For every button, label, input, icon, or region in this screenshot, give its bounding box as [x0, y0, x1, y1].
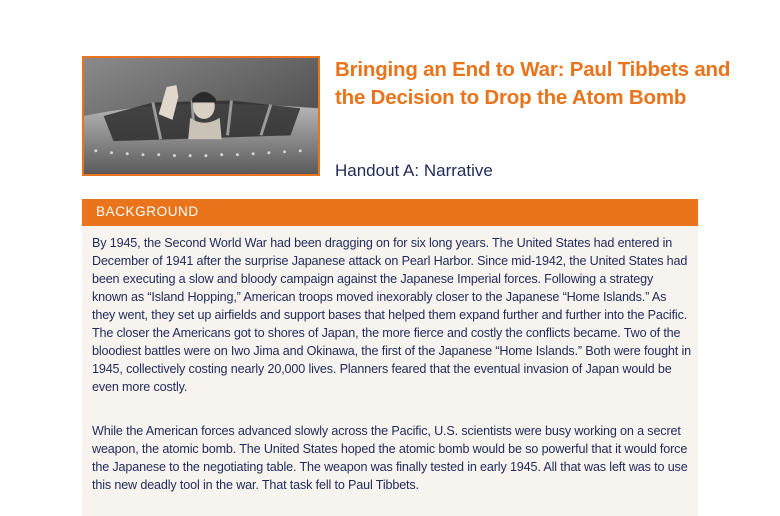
photo-of-pilot-waving-from-cockpit-icon [84, 58, 318, 174]
section-label: BACKGROUND [96, 204, 199, 219]
section-header-bar [82, 199, 698, 226]
document-subtitle: Handout A: Narrative [335, 161, 493, 180]
background-paragraph-1: By 1945, the Second World War had been dragging on for six long years. The United States had entered in December of 1941 after the surprise Japanese attack on Pearl Harbor. Since mid-1942, the United States had been executing a slow and bloody campaign against the Japanese Imperial forces. Following a strategy known as “Island Hopping,” American troops moved inexorably closer to the Japanese “Home Islands.” As they went, they set up airfields and support bases that helped them expand further and further into the Pacific. The closer the Americans got to shores of Japan, the more fierce and costly the conflicts became. Two of the bloodiest battles were on Iwo Jima and Okinawa, the first of the Japanese “Home Islands.” Both were fought in 1945, collectively costing nearly 20,000 lives. Planners feared that the eventual invasion of Japan would be even more costly. [92, 236, 691, 394]
header-photo [82, 56, 320, 176]
document-title: Bringing an End to War: Paul Tibbets and the Decision to Drop the Atom Bomb [335, 58, 731, 109]
background-paragraph-2: While the American forces advanced slowly across the Pacific, U.S. scientists were busy working on a secret weapon, the atomic bomb. The United States hoped the atomic bomb would be so powerful that it would force the Japanese to the negotiating table. The weapon was finally tested in early 1945. All that was left was to use this new deadly tool in the war. That task fell to Paul Tibbets. [92, 424, 688, 492]
section-content-panel [82, 226, 698, 516]
